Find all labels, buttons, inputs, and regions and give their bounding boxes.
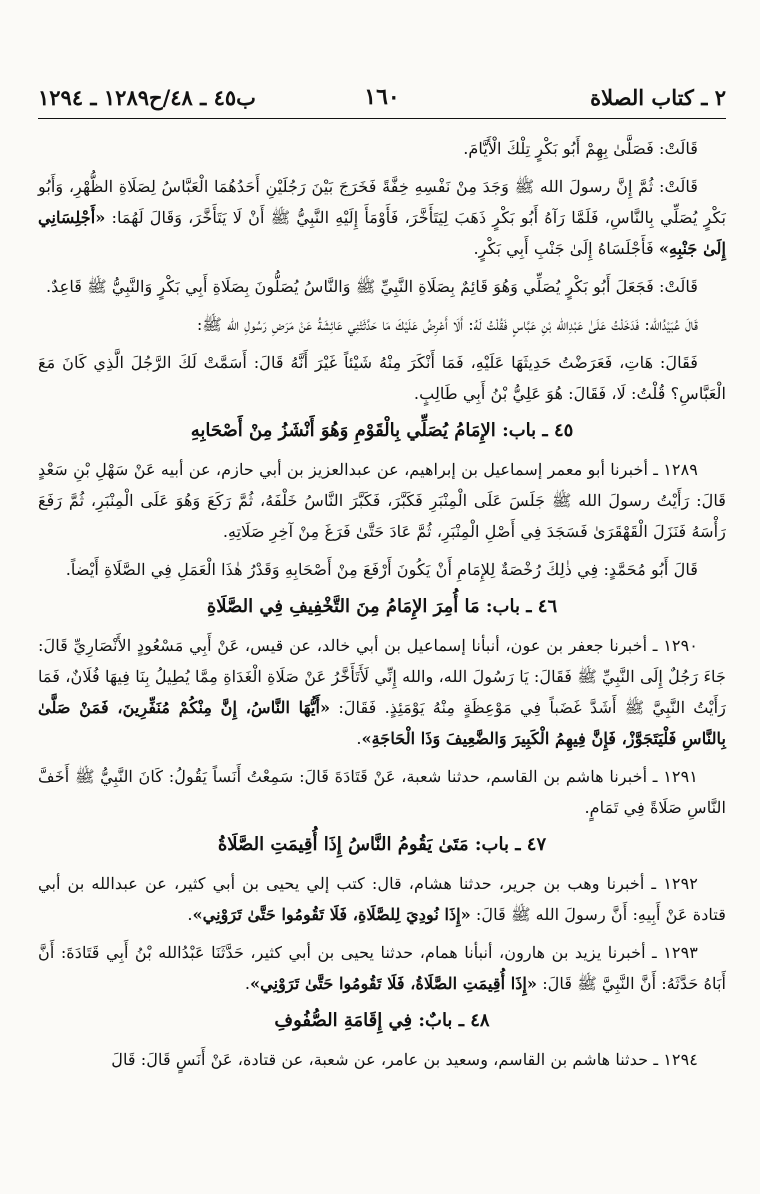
- hadith-1291: ١٢٩١ ـ أخبرنا هاشم بن القاسم، حدثنا شعبة، عَنْ قَتَادَةَ قَالَ: سَمِعْتُ أَنَساً يَقُولُ: كَانَ النَّبِيُّ ﷺ أَخَفَّ النَّاسِ صَلَاةً فِي تَمَامٍ.: [38, 767, 726, 817]
- running-header: [38, 0, 726, 118]
- hadith-1292: ١٢٩٢ ـ أخبرنا وهب بن جرير، حدثنا هشام، قال: كتب إلي يحيى بن أبي كثير، عن عبدالله بن أبي قتادة عَنْ أَبِيهِ: أَنَّ رسولَ الله ﷺ قَالَ: «إِذَا نُودِيَ لِلصَّلَاةِ، فَلَا تَقُومُوا حَتَّىٰ تَرَوْنِي».: [38, 874, 726, 924]
- paragraph: قَالَتْ: ثُمَّ إِنَّ رسولَ الله ﷺ وَجَدَ مِنْ نَفْسِهِ خِفَّةً فَخَرَجَ بَيْنَ رَجُلَيْنِ أَحَدُهُمَا الْعَبَّاسُ لِصَلَاةِ الظُّهْرِ، وَأَبُو بَكْرٍ يُصَلِّي بِالنَّاسِ، فَلَمَّا رَآهُ أَبُو بَكْرٍ ذَهَبَ لِيَتَأَخَّرَ، فَأَوْمَأَ إِلَيْهِ النَّبِيُّ ﷺ أَنْ لَا يَتَأَخَّرَ، وَقَالَ لَهُمَا: «أَجْلِسَانِي إِلَىٰ جَنْبِهِ» فَأَجْلَسَاهُ إِلَىٰ جَنْبِ أَبِي بَكْرٍ.: [38, 177, 726, 258]
- chapter-heading-46: ٤٦ ـ باب: مَا أُمِرَ الإِمَامُ مِنَ التَّخْفِيفِ فِي الصَّلَاةِ: [206, 596, 558, 617]
- hadith-1290: ١٢٩٠ ـ أخبرنا جعفر بن عون، أنبأنا إسماعيل بن أبي خالد، عن قيس، عَنْ أَبِي مَسْعُودٍ الأَنْصَارِيِّ قَالَ: جَاءَ رَجُلٌ إِلَى النَّبِيِّ ﷺ فَقَالَ: يَا رَسُولَ الله، والله إِنِّي لَأَتَأَخَّرُ عَنْ صَلَاةِ الْغَدَاةِ مِمَّا يُطِيلُ بِنَا فِيهَا فُلَانٌ، فَمَا رَأَيْتُ النَّبِيَّ ﷺ أَشَدَّ غَضَباً فِي مَوْعِظَةٍ مِنْهُ يَوْمَئِذٍ. فَقَالَ: «أَيُّهَا النَّاسُ، إِنَّ مِنْكُمْ مُنَفِّرِينَ، فَمَنْ صَلَّىٰ بِالنَّاسِ فَلْيَتَجَوَّزْ، فَإِنَّ فِيهِمُ الْكَبِيرَ وَالضَّعِيفَ وَذَا الْحَاجَةِ».: [38, 636, 726, 748]
- hadith-1289: ١٢٨٩ ـ أخبرنا أبو معمر إسماعيل بن إبراهيم، عن عبدالعزيز بن أبي حازم، عن أبيه عَنْ سَهْلِ بْنِ سَعْدٍ قَالَ: رَأَيْتُ رسولَ الله ﷺ جَلَسَ عَلَى الْمِنْبَرِ فَكَبَّرَ، فَكَبَّرَ النَّاسُ خَلْفَهُ، ثُمَّ رَكَعَ وَهُوَ عَلَى الْمِنْبَرِ، ثُمَّ رَفَعَ رَأْسَهُ فَنَزَلَ الْقَهْقَرَىٰ فَسَجَدَ فِي أَصْلِ الْمِنْبَرِ، ثُمَّ عَادَ حَتَّىٰ فَرَغَ مِنْ آخِرِ صَلَاتِهِ.: [38, 460, 726, 541]
- header-chapter-title: ٢ ـ كتاب الصلاة: [590, 85, 726, 110]
- chapter-heading-45: ٤٥ ـ باب: الإِمَامُ يُصَلِّي بِالْقَوْمِ وَهُوَ أَنْشَزُ مِنْ أَصْحَابِهِ: [190, 420, 574, 441]
- hadith-1293: ١٢٩٣ ـ أخبرنا يزيد بن هارون، أنبأنا همام، حدثنا يحيى بن أبي كثير، حَدَّثَنَا عَبْدُالله بْنُ أَبِي قَتَادَةَ: أَنَّ أَبَاهُ حَدَّثَهُ: أَنَّ النَّبِيَّ ﷺ قَالَ: «إِذَا أُقِيمَتِ الصَّلَاةُ، فَلَا تَقُومُوا حَتَّىٰ تَرَوْنِي».: [38, 943, 726, 993]
- paragraph: فَقَالَ: هَاتِ، فَعَرَضْتُ حَدِيثَهَا عَلَيْهِ، فَمَا أَنْكَرَ مِنْهُ شَيْئاً غَيْرَ أَنَّهُ قَالَ: أَسَمَّتْ لَكَ الرَّجُلَ الَّذِي كَانَ مَعَ الْعَبَّاسِ؟ قُلْتُ: لَا، فَقَالَ: هُوَ عَلِيُّ بْنُ أَبِي طَالِبٍ.: [38, 353, 726, 403]
- paragraph: قَالَ عُبَيْدُالله: فَدَخَلْتُ عَلَىٰ عَبْدِالله بْنِ عَبَّاسٍ فَقُلْتُ لَهُ: أَلَا أَعْرِضُ عَلَيْكَ مَا حَدَّثَتْنِي عَائِشَةُ عَنْ مَرَضِ رَسُولِ الله ﷺ:: [196, 315, 698, 334]
- header-hadith-range: ب٤٥ ـ ٤٨/ح١٢٨٩ ـ ١٢٩٤: [38, 85, 256, 110]
- hadith-1294: ١٢٩٤ ـ حدثنا هاشم بن القاسم، وسعيد بن عامر، عن شعبة، عن قتادة، عَنْ أَنَسٍ قَالَ: قَالَ: [111, 1050, 698, 1069]
- chapter-heading-48: ٤٨ ـ بابٌ: فِي إِقَامَةِ الصُّفُوفِ: [274, 1010, 490, 1031]
- chapter-heading-47: ٤٧ ـ باب: مَتَىٰ يَقُومُ النَّاسُ إِذَا أُقِيمَتِ الصَّلَاةُ: [217, 834, 547, 855]
- paragraph: قَالَتْ: فَجَعَلَ أَبُو بَكْرٍ يُصَلِّي وَهُوَ قَائِمٌ بِصَلَاةِ النَّبِيِّ ﷺ وَالنَّاسُ يُصَلُّونَ بِصَلَاةِ أَبِي بَكْرٍ وَالنَّبِيُّ ﷺ قَاعِدٌ.: [46, 277, 698, 296]
- paragraph: قَالَ أَبُو مُحَمَّدٍ: فِي ذٰلِكَ رُخْصَةٌ لِلإِمَامِ أَنْ يَكُونَ أَرْفَعَ مِنْ أَصْحَابِهِ وَقَدْرُ هٰذَا الْعَمَلِ فِي الصَّلَاةِ أَيْضاً.: [65, 560, 698, 579]
- header-divider: [38, 118, 726, 119]
- page-number: ١٦٠: [364, 84, 400, 110]
- paragraph: قَالَتْ: فَصَلَّىٰ بِهِمْ أَبُو بَكْرٍ تِلْكَ الْأَيَّامَ.: [463, 139, 698, 158]
